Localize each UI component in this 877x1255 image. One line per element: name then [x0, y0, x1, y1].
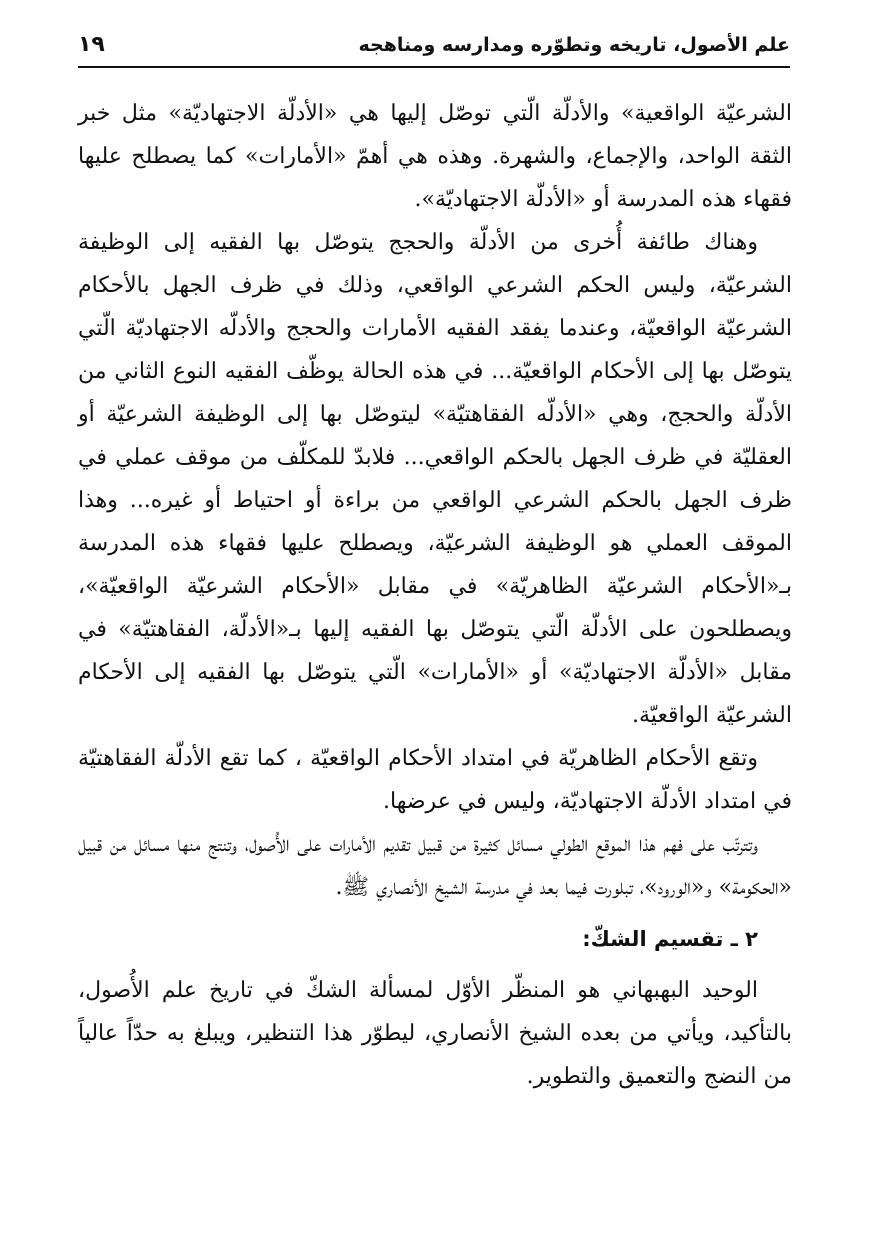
page-body: [78, 92, 792, 1098]
page-header: [78, 30, 790, 68]
running-title: علم الأصول، تاريخه وتطوّره ومدارسه ومناهجه: [358, 34, 790, 56]
paragraph-jurisprudential-evidence: وهناك طائفة أُخرى من الأدلّة والحجج يتوصّل بها الفقيه إلى الوظيفة الشرعيّة، وليس الحكم الشرعي الواقعي، وذلك في ظرف الجهل بالأحكام الشرعيّة الواقعيّة، وعندما يفقد الفقيه الأمارات والحجج والأدلّه الاجتهاديّة الّتي يتوصّل بها إلى الأحكام الواقعيّة... في هذه الحالة يوظّف الفقيه النوع الثاني من الأدلّة والحجج، وهي «الأدلّه الفقاهتيّة» ليتوصّل بها إلى الوظيفة الشرعيّة أو العقليّة في ظرف الجهل بالحكم الواقعي... فلابدّ للمكلّف من موقف عملي في ظرف الجهل بالحكم الشرعي الواقعي من براءة أو احتياط أو غيره... وهذا الموقف العملي هو الوظيفة الشرعيّة، ويصطلح عليها فقهاء هذه المدرسة بـ«الأحكام الشرعيّة الظاهريّة» في مقابل «الأحكام الشرعيّة الواقعيّة»، ويصطلحون على الأدلّة الّتي يتوصّل بها الفقيه إليها بـ«الأدلّة، الفقاهتيّة» في مقابل «الأدلّة الاجتهاديّة» أو «الأمارات» الّتي يتوصّل بها الفقيه إلى الأحكام الشرعيّة الواقعيّة.: [78, 230, 792, 728]
page-number: ١٩: [78, 32, 105, 57]
paragraph-continued: الشرعيّة الواقعية» والأدلّة الّتي توصّل إليها هي «الأدلّة الاجتهاديّة» مثل خبر الثقة الواحد، والإجماع، والشهرة. وهذه هي أهمّ «الأمارات» كما يصطلح عليها فقهاء هذه المدرسة أو «الأدلّة الاجتهاديّة».: [78, 101, 793, 212]
paragraph-apparent-rulings: وتقع الأحكام الظاهريّة في امتداد الأحكام الواقعيّة ، كما تقع الأدلّة الفقاهتيّة في امتداد الأدلّة الاجتهاديّة، وليس في عرضها.: [78, 746, 792, 814]
paragraph-doubt-division: الوحيد البهبهاني هو المنظّر الأوّل لمسألة الشكّ في تاريخ علم الأُصول، بالتأكيد، ويأتي من بعده الشيخ الأنصاري، ليطوّر هذا التنظير، ويبلغ به حدّاً عالياً من النضج والتعميق والتطوير.: [78, 978, 792, 1089]
paragraph-longitudinal-position: وتترتّب على فهم هذا الموقع الطولي مسائل كثيرة من قبيل تقديم الأمارات على الأُصول، وتنتج منها مسائل من قبيل «الحكومة» و«الورود»، تبلورت فيما بعد في مدرسة الشيخ الأنصاري ﷺ.: [78, 832, 792, 900]
section-heading: ٢ ـ تقسيم الشكّ:: [582, 927, 758, 951]
